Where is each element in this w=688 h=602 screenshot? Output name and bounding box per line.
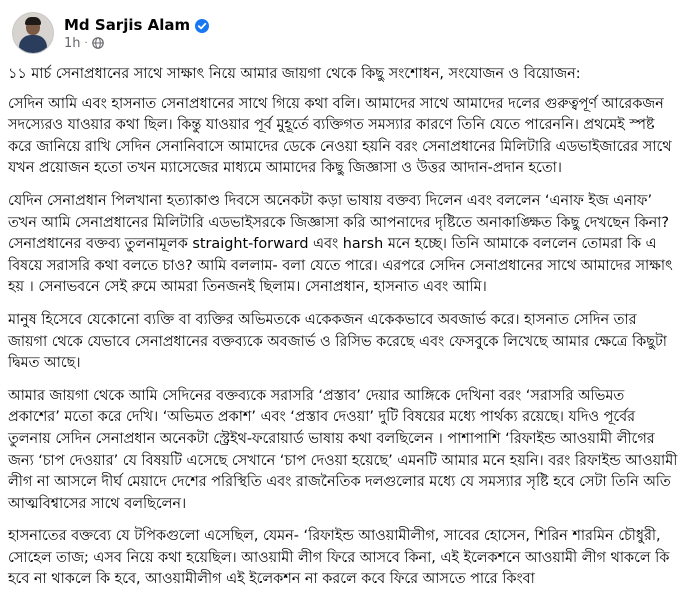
author-name[interactable]: Md Sarjis Alam (64, 15, 191, 34)
post-paragraph-3: যেদিন সেনাপ্রধান পিলখানা হত্যাকাণ্ড দিবসে অনেকটা কড়া ভাষায় বক্তব্য দিলেন এবং বললেন ‘এনাফ ইজ এনাফ’ তখন আমি সেনাপ্রধানের মিলিটারি এডভাইসরকে জিজ্ঞাসা করি আপনাদের দৃষ্টিতে অনাকাঙ্ক্ষিত কিছু দেখছেন কিনা? সেনাপ্রধানের বক্তব্য তুলনামূলক straight-forward এবং harsh মনে হচ্ছে। তিনি আমাকে বললেন তোমরা কি এ বিষয়ে সরাসরি কথা বলতে চাও? আমি বললাম- বলা যেতে পারে। এরপরে সেদিন সেনাপ্রধানের সাথে আমাদের সাক্ষাৎ হয় । সেনাভবনে সেই রুমে আমরা তিনজনই ছিলাম। সেনাপ্রধান, হাসনাত এবং আমি। (8, 192, 673, 296)
post-paragraph-1: ১১ মার্চ সেনাপ্রধানের সাথে সাক্ষাৎ নিয়ে আমার জায়গা থেকে কিছু সংশোধন, সংযোজন ও বিয়োজন: (8, 66, 581, 82)
globe-icon[interactable] (92, 37, 104, 49)
post-time[interactable]: 1h (64, 35, 81, 51)
avatar-body (19, 35, 47, 54)
separator-dot: · (84, 37, 88, 49)
post-meta (64, 16, 209, 51)
author-row (64, 16, 209, 34)
post-text (8, 64, 680, 602)
post-header (12, 10, 209, 56)
avatar-hair (25, 17, 41, 25)
post-paragraph-2: সেদিন আমি এবং হাসনাত সেনাপ্রধানের সাথে গিয়ে কথা বলি। আমাদের সাথে আমাদের দলের গুরুত্বপূর্ণ আরেকজন সদস্যেরও যাওয়ার কথা ছিল। কিন্তু যাওয়ার পূর্ব মুহূর্তে ব্যক্তিগত সমস্যার কারণে তিনি যেতে পারেননি। প্রথমেই স্পষ্ট করে জানিয়ে রাখি সেদিন সেনানিবাসে আমাদের ডেকে নেওয়া হয়নি বরং সেনাপ্রধানের মিলিটারি এডভাইজারের সাথে যখন প্রয়োজন হতো তখন ম্যাসেজের মাধ্যমে আমাদের কিছু জিজ্ঞাসা ও উত্তর আদান-প্রদান হতো। (8, 95, 672, 177)
verified-badge-icon (195, 18, 209, 32)
post-paragraph-5: আমার জায়গা থেকে আমি সেদিনের বক্তব্যকে সরাসরি ‘প্রস্তাব’ দেয়ার আঙ্গিকে দেখিনা বরং ‘সরাসরি অভিমত প্রকাশের’ মতো করে দেখি। ‘অভিমত প্রকাশ’ এবং ‘প্রস্তাব দেওয়া’ দুটি বিষয়ের মধ্যে পার্থক্য রয়েছে। যদিও পূর্বের তুলনায় সেদিন সেনাপ্রধান অনেকটা স্ট্রেইথ-ফরোয়ার্ড ভাষায় কথা বলছিলেন । পাশাপাশি ‘রিফাইন্ড আওয়ামী লীগের জন্য ‘চাপ দেওয়ার’ যে বিষয়টি এসেছে সেখানে ‘চাপ দেওয়া হয়েছে’ এমনটি আমার মনে হয়নি। বরং রিফাইন্ড আওয়ামী লীগ না আসলে দীর্ঘ মেয়াদে দেশের পরিস্থিতি এবং রাজনৈতিক দলগুলোর মধ্যে যে সমস্যার সৃষ্টি হবে সেটা তিনি অতি আত্মবিশ্বাসের সাথে বলছিলেন। (8, 387, 678, 512)
avatar[interactable] (12, 12, 54, 54)
time-row (64, 36, 209, 51)
post-paragraph-4: মানুষ হিসেবে যেকোনো ব্যক্তি বা ব্যক্তির অভিমতকে একেকজন একেকভাবে অবজার্ভ করে। হাসনাত সেদিন তার জায়গা থেকে যেভাবে সেনাপ্রধানের বক্তব্যকে অবজার্ভ ও রিসিভ করেছে এবং ফেসবুকে লিখেছে আমার ক্ষেত্রে কিছুটা দ্বিমত আছে। (8, 311, 667, 372)
post-paragraph-6: হাসনাতের বক্তব্যে যে টপিকগুলো এসেছিল, যেমন- ‘রিফাইন্ড আওয়ামীলীগ, সাবের হোসেন, শিরিন শারমিন চৌধুরী, সোহেল তাজ; এসব নিয়ে কথা হয়েছিল। আওয়ামী লীগ ফিরে আসবে কিনা, এই ইলেকশনে আওয়ামী লীগ থাকলে কি হবে না থাকলে কি হবে, আওয়ামীলীগ এই ইলেকশন না করলে কবে ফিরে আসতে পারে কিংবা (8, 528, 670, 588)
